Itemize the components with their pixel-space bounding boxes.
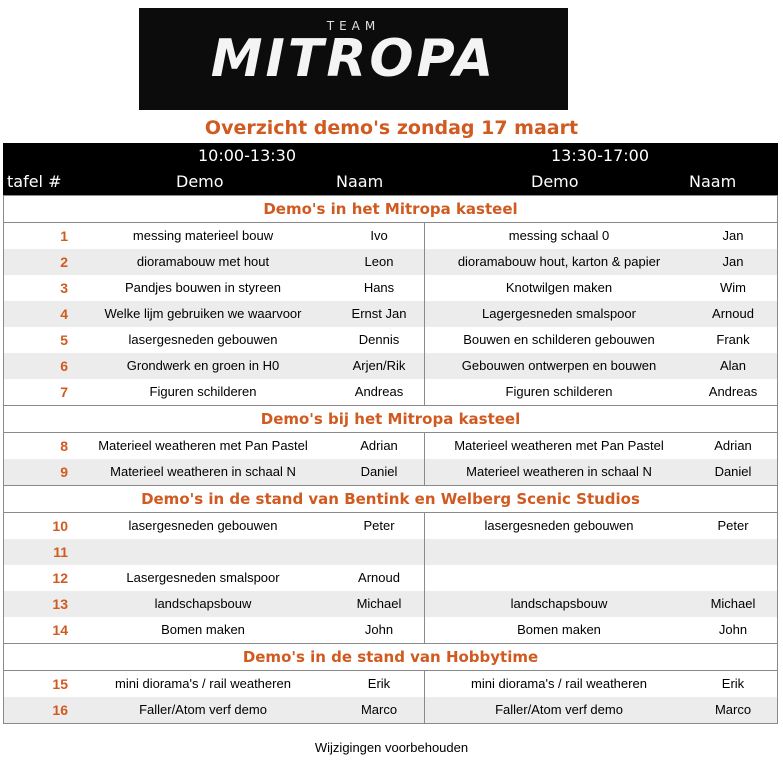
logo-mitropa-text: MITROPA — [210, 29, 497, 89]
table-row — [4, 353, 777, 379]
name-afternoon: Arnoud — [712, 306, 754, 321]
column-divider — [424, 301, 425, 327]
demo-afternoon: mini diorama's / rail weatheren — [471, 676, 647, 691]
demo-afternoon: Materieel weatheren met Pan Pastel — [454, 438, 664, 453]
column-divider — [424, 697, 425, 723]
table-row — [4, 565, 777, 591]
table-row — [4, 697, 777, 723]
name-afternoon: Jan — [722, 228, 744, 243]
header-name-2: Naam — [689, 172, 737, 191]
demo-morning: landschapsbouw — [154, 596, 252, 611]
name-morning: Andreas — [354, 384, 404, 399]
name-morning: Hans — [363, 280, 395, 295]
demo-afternoon: Lagergesneden smalspoor — [482, 306, 636, 321]
page-title: Overzicht demo's zondag 17 maart — [204, 117, 579, 139]
name-afternoon: Wim — [720, 280, 746, 295]
demo-morning: mini diorama's / rail weatheren — [115, 676, 291, 691]
table-row — [4, 433, 777, 459]
name-morning: Arjen/Rik — [352, 358, 406, 373]
column-divider — [424, 617, 425, 643]
column-divider — [424, 379, 425, 405]
demo-afternoon: landschapsbouw — [510, 596, 608, 611]
table-row — [4, 591, 777, 617]
table-number: 14 — [52, 622, 68, 638]
name-afternoon: Jan — [722, 254, 744, 269]
table-number: 11 — [53, 544, 68, 560]
table-row — [4, 617, 777, 643]
demo-table — [3, 195, 778, 724]
column-divider — [424, 223, 425, 249]
name-afternoon: Alan — [719, 358, 747, 373]
table-number: 5 — [60, 332, 68, 348]
column-divider — [424, 249, 425, 275]
demo-morning: Faller/Atom verf demo — [139, 702, 267, 717]
demo-morning: Welke lijm gebruiken we waarvoor — [104, 306, 302, 321]
name-morning: Daniel — [360, 464, 398, 479]
demo-morning: Materieel weatheren met Pan Pastel — [98, 438, 308, 453]
header-demo-1: Demo — [176, 172, 224, 191]
table-row — [4, 539, 777, 565]
name-morning: Dennis — [358, 332, 400, 347]
column-divider — [424, 591, 425, 617]
table-row — [4, 671, 777, 697]
table-number: 4 — [60, 306, 68, 322]
table-row — [4, 459, 777, 485]
table-number: 2 — [60, 254, 68, 270]
table-number: 9 — [60, 464, 68, 480]
slot-afternoon: 13:30-17:00 — [551, 146, 649, 165]
name-morning: Arnoud — [358, 570, 400, 585]
table-row — [4, 379, 777, 405]
section-title: Demo's in de stand van Bentink en Welberg Scenic Studios — [4, 485, 777, 513]
section-title: Demo's in het Mitropa kasteel — [4, 196, 777, 223]
demo-afternoon: lasergesneden gebouwen — [484, 518, 634, 533]
demo-afternoon: Faller/Atom verf demo — [495, 702, 623, 717]
column-divider — [424, 459, 425, 485]
table-number: 10 — [52, 518, 68, 534]
column-divider — [424, 433, 425, 459]
table-number: 13 — [52, 596, 68, 612]
table-number: 6 — [60, 358, 68, 374]
name-afternoon: Frank — [716, 332, 750, 347]
name-morning: Erik — [367, 676, 391, 691]
name-morning: Marco — [360, 702, 398, 717]
demo-morning: messing materieel bouw — [132, 228, 274, 243]
column-divider — [424, 353, 425, 379]
column-divider — [424, 671, 425, 697]
table-number: 3 — [60, 280, 68, 296]
table-row — [4, 327, 777, 353]
demo-morning: Grondwerk en groen in H0 — [126, 358, 280, 373]
column-divider — [424, 565, 425, 591]
name-morning: Ernst Jan — [351, 306, 407, 321]
demo-morning: Lasergesneden smalspoor — [126, 570, 280, 585]
logo-wordmark — [174, 19, 534, 89]
table-number: 1 — [60, 228, 68, 244]
table-number: 8 — [60, 438, 68, 454]
name-afternoon: Erik — [721, 676, 745, 691]
footer-note: Wijzigingen voorbehouden — [314, 740, 469, 755]
table-number: 16 — [52, 702, 68, 718]
name-afternoon: Michael — [710, 596, 756, 611]
logo-team-text: TEAM — [326, 19, 381, 33]
section-title: Demo's bij het Mitropa kasteel — [4, 405, 777, 433]
table-number: 7 — [60, 384, 68, 400]
demo-morning: dioramabouw met hout — [136, 254, 270, 269]
name-morning: John — [364, 622, 394, 637]
table-row — [4, 301, 777, 327]
table-header — [3, 143, 778, 195]
demo-morning: Bomen maken — [161, 622, 245, 637]
slot-morning: 10:00-13:30 — [198, 146, 296, 165]
column-divider — [424, 539, 425, 565]
name-morning: Michael — [356, 596, 402, 611]
demo-morning: Figuren schilderen — [149, 384, 257, 399]
name-afternoon: Peter — [717, 518, 749, 533]
demo-afternoon: Knotwilgen maken — [505, 280, 613, 295]
demo-afternoon: Bouwen en schilderen gebouwen — [463, 332, 655, 347]
demo-morning: lasergesneden gebouwen — [128, 332, 278, 347]
table-row — [4, 513, 777, 539]
name-afternoon: Daniel — [714, 464, 752, 479]
column-divider — [424, 327, 425, 353]
column-divider — [424, 275, 425, 301]
team-mitropa-logo — [139, 8, 568, 110]
demo-afternoon: messing schaal 0 — [508, 228, 610, 243]
demo-afternoon: dioramabouw hout, karton & papier — [457, 254, 661, 269]
table-row — [4, 223, 777, 249]
header-name-1: Naam — [336, 172, 384, 191]
column-divider — [424, 513, 425, 539]
name-morning: Adrian — [360, 438, 398, 453]
demo-morning: Materieel weatheren in schaal N — [110, 464, 296, 479]
header-table-number: tafel # — [7, 172, 62, 191]
table-row — [4, 275, 777, 301]
demo-morning: lasergesneden gebouwen — [128, 518, 278, 533]
demo-morning: Pandjes bouwen in styreen — [124, 280, 282, 295]
demo-afternoon: Figuren schilderen — [505, 384, 613, 399]
name-afternoon: Andreas — [708, 384, 758, 399]
name-morning: Peter — [363, 518, 395, 533]
table-number: 12 — [52, 570, 68, 586]
table-row — [4, 249, 777, 275]
table-number: 15 — [52, 676, 68, 692]
section-title: Demo's in de stand van Hobbytime — [4, 643, 777, 671]
name-morning: Ivo — [370, 228, 388, 243]
name-afternoon: Adrian — [714, 438, 752, 453]
demo-afternoon: Gebouwen ontwerpen en bouwen — [461, 358, 657, 373]
demo-afternoon: Bomen maken — [517, 622, 601, 637]
name-afternoon: Marco — [714, 702, 752, 717]
name-morning: Leon — [364, 254, 394, 269]
demo-afternoon: Materieel weatheren in schaal N — [466, 464, 652, 479]
header-demo-2: Demo — [531, 172, 579, 191]
name-afternoon: John — [718, 622, 748, 637]
